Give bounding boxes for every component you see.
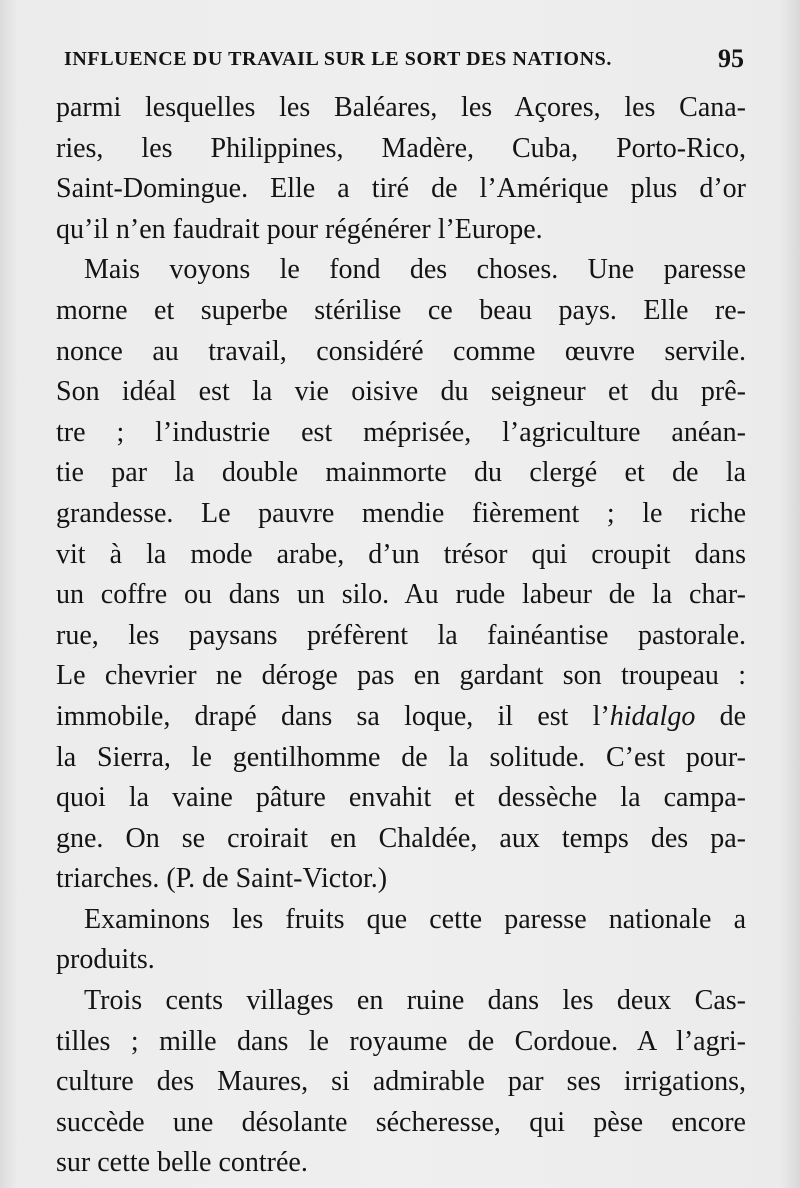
text-line: morne et superbe stérilise ce beau pays. Elle re- [56,294,746,326]
text-line: la Sierra, le gentilhomme de la solitude. C’est pour- [56,741,746,773]
page-number: 95 [718,44,744,73]
text-line: nonce au travail, considéré comme œuvre servile. [56,335,746,367]
text-line-end: de [695,700,746,732]
text-line: qu’il n’en faudrait pour régénérer l’Europe. [56,213,543,245]
text-line: quoi la vaine pâture envahit et dessèche la campa- [56,782,746,814]
text-line: produits. [56,944,155,976]
text-line: ries, les Philippines, Madère, Cuba, Porto-Rico, [56,132,746,164]
text-line: vit à la mode arabe, d’un trésor qui croupit dans [56,538,746,570]
text-line [56,697,746,738]
running-head: INFLUENCE DU TRAVAIL SUR LE SORT DES NATIONS. [64,48,612,70]
text-line: Saint-Domingue. Elle a tiré de l’Amérique plus d’or [56,173,746,205]
text-line: rue, les paysans préfèrent la fainéantise pastorale. [56,619,746,651]
text-line: sur cette belle contrée. [56,1147,308,1179]
page-header [64,44,744,78]
text-line: Examinons les fruits que cette paresse nationale a [84,903,746,935]
text-line: Mais voyons le fond des choses. Une paresse [84,254,746,286]
text-line: tie par la double mainmorte du clergé et de la [56,457,746,489]
text-line: tilles ; mille dans le royaume de Cordoue. A l’agri- [56,1025,746,1057]
text-line: triarches. (P. de Saint-Victor.) [56,863,388,895]
text-line: culture des Maures, si admirable par ses irrigations, [56,1066,746,1098]
italic-word: hidalgo [609,700,696,732]
text-line: Le chevrier ne déroge pas en gardant son troupeau : [56,660,746,692]
text-line: parmi lesquelles les Baléares, les Açores, les Cana- [56,92,746,123]
text-line: tre ; l’industrie est méprisée, l’agriculture anéan- [56,416,746,448]
text-line-start: immobile, drapé dans sa loque, il est l’ [56,700,610,732]
text-line: gne. On se croirait en Chaldée, aux temps des pa- [56,822,746,854]
text-line: succède une désolante sécheresse, qui pèse encore [56,1106,746,1138]
text-line: Trois cents villages en ruine dans les deux Cas- [84,985,746,1017]
text-line: grandesse. Le pauvre mendie fièrement ; le riche [56,497,746,529]
text-line: Son idéal est la vie oisive du seigneur et du prê- [56,376,746,408]
body-text [56,88,746,1184]
text-line: un coffre ou dans un silo. Au rude labeur de la char- [56,579,746,611]
